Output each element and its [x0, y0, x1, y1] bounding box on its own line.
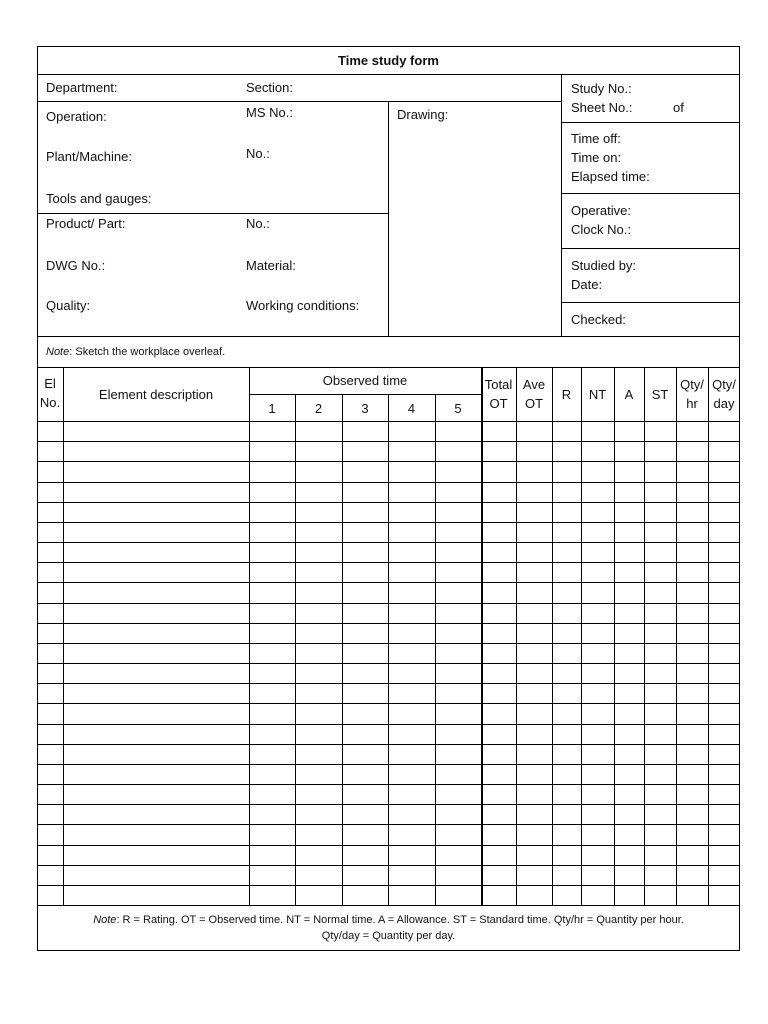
- qty-hr-header: Qty/: [680, 377, 704, 392]
- divider: [37, 101, 561, 102]
- sheet-of-label: of: [673, 100, 684, 115]
- table-column-divider: [295, 394, 296, 905]
- observation-2-header: 2: [314, 401, 323, 416]
- table-row: [37, 663, 740, 664]
- time-off-label: Time off:: [571, 131, 621, 146]
- divider: [249, 394, 481, 395]
- observation-4-header: 4: [407, 401, 416, 416]
- ave-ot-header: OT: [524, 396, 544, 411]
- qty-hr-header: hr: [686, 396, 698, 411]
- table-row: [37, 744, 740, 745]
- table-column-divider: [435, 394, 436, 905]
- sketch-note: [46, 345, 225, 359]
- divider: [561, 74, 562, 336]
- table-row: [37, 643, 740, 644]
- footer-note: [37, 913, 740, 927]
- quality-label: Quality:: [46, 298, 91, 313]
- qty-day-header: Qty/: [712, 377, 736, 392]
- footer-note-line1: : R = Rating. OT = Observed time. NT = Normal time. A = Allowance. ST = Standard time. Qty/hr = Quantity per hour.: [116, 914, 684, 926]
- divider: [37, 367, 740, 368]
- table-row: [37, 804, 740, 805]
- total-ot-header: OT: [489, 396, 508, 411]
- table-row: [37, 905, 740, 906]
- observation-1-header: 1: [268, 401, 276, 416]
- note-label: Note: [93, 914, 117, 926]
- table-row: [37, 562, 740, 563]
- table-row: [37, 703, 740, 704]
- normal-time-header: NT: [588, 387, 607, 402]
- ave-ot-header: Ave: [522, 377, 546, 392]
- working-conditions-label: Working conditions:: [246, 298, 360, 313]
- plant-no-label: No.:: [246, 146, 270, 161]
- table-row: [37, 421, 740, 422]
- qty-day-header: day: [713, 396, 735, 411]
- table-row: [37, 623, 740, 624]
- divider: [37, 74, 740, 75]
- rating-header: R: [561, 387, 572, 402]
- table-row: [37, 724, 740, 725]
- observed-time-header: Observed time: [322, 373, 408, 388]
- total-ot-header: Total: [484, 377, 513, 392]
- section-label: Section:: [246, 80, 293, 95]
- table-column-divider: [342, 394, 343, 905]
- plant-machine-label: Plant/Machine:: [46, 149, 132, 164]
- checked-label: Checked:: [571, 312, 626, 327]
- studied-by-label: Studied by:: [571, 258, 637, 273]
- table-column-divider: [388, 394, 389, 905]
- table-row: [37, 824, 740, 825]
- product-part-label: Product/ Part:: [46, 216, 126, 231]
- observation-3-header: 3: [361, 401, 369, 416]
- study-no-label: Study No.:: [571, 81, 632, 96]
- clock-no-label: Clock No.:: [571, 222, 631, 237]
- table-row: [37, 603, 740, 604]
- table-row: [37, 582, 740, 583]
- drawing-label: Drawing:: [397, 107, 449, 122]
- ms-no-label: MS No.:: [246, 105, 293, 120]
- divider: [37, 336, 740, 337]
- time-on-label: Time on:: [571, 150, 622, 165]
- divider: [388, 101, 389, 336]
- table-row: [37, 542, 740, 543]
- divider: [561, 248, 740, 249]
- operation-label: Operation:: [46, 109, 107, 124]
- table-row: [37, 522, 740, 523]
- divider: [37, 213, 388, 214]
- el-no-header: No.: [39, 395, 61, 410]
- divider: [561, 302, 740, 303]
- observation-5-header: 5: [454, 401, 462, 416]
- footer-note-line2: Qty/day = Quantity per day.: [321, 930, 456, 942]
- table-row: [37, 845, 740, 846]
- form-title: Time study form: [338, 53, 439, 68]
- dwg-no-label: DWG No.:: [46, 258, 106, 273]
- elapsed-time-label: Elapsed time:: [571, 169, 650, 184]
- table-row: [37, 885, 740, 886]
- table-row: [37, 482, 740, 483]
- table-row: [37, 683, 740, 684]
- department-label: Department:: [46, 80, 118, 95]
- sheet-no-label: Sheet No.:: [571, 100, 633, 115]
- table-row: [37, 865, 740, 866]
- allowance-header: A: [624, 387, 634, 402]
- date-label: Date:: [571, 277, 603, 292]
- table-row: [37, 441, 740, 442]
- table-row: [37, 784, 740, 785]
- product-no-label: No.:: [246, 216, 270, 231]
- divider: [561, 193, 740, 194]
- operative-label: Operative:: [571, 203, 631, 218]
- tools-gauges-label: Tools and gauges:: [46, 191, 152, 206]
- el-no-header: El: [44, 376, 56, 391]
- table-row: [37, 502, 740, 503]
- material-label: Material:: [246, 258, 296, 273]
- note-text: : Sketch the workplace overleaf.: [69, 346, 226, 358]
- element-description-header: Element description: [98, 387, 214, 402]
- table-row: [37, 461, 740, 462]
- table-row: [37, 764, 740, 765]
- divider: [561, 122, 740, 123]
- note-label: Note: [46, 346, 70, 358]
- standard-time-header: ST: [651, 387, 669, 402]
